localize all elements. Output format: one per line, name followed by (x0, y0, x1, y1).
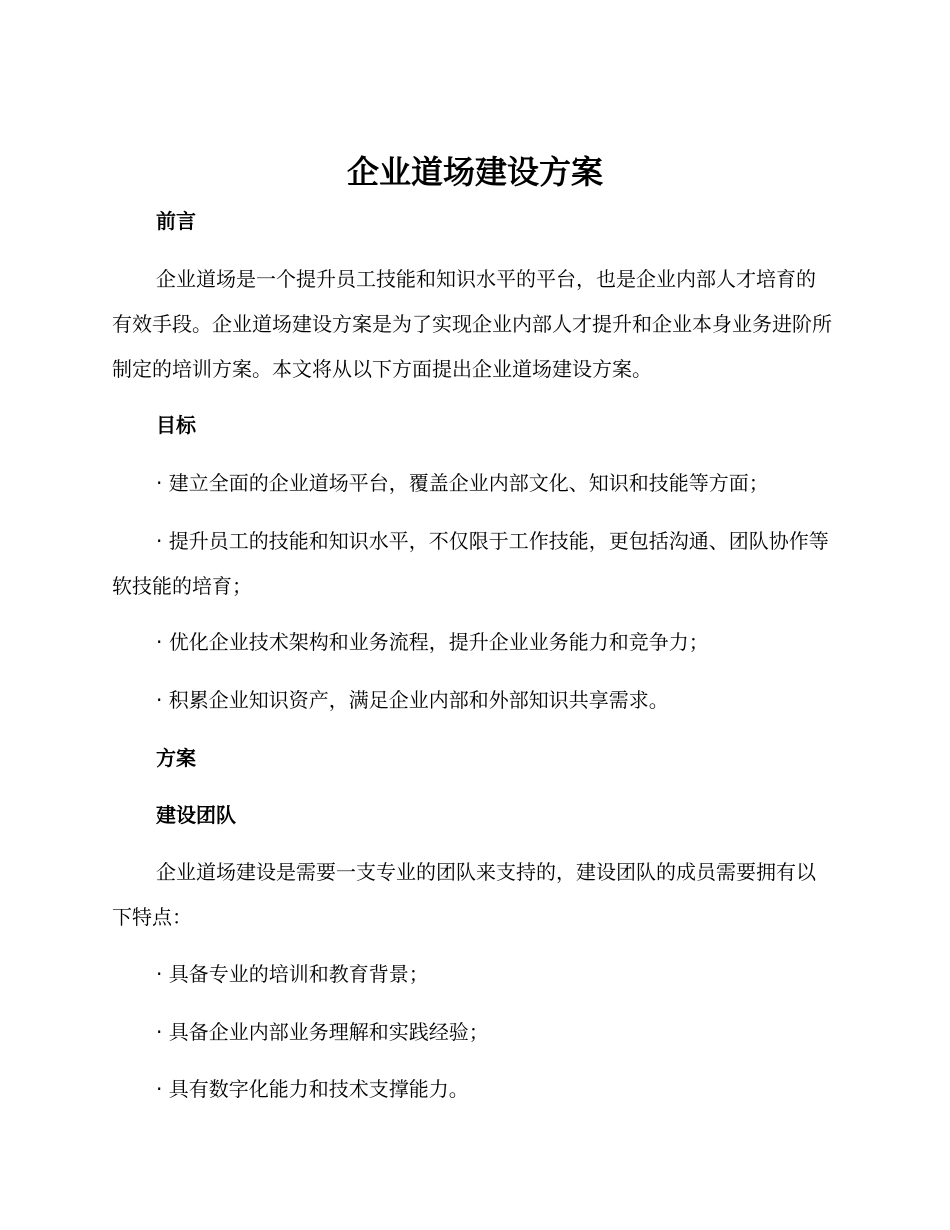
team-trait-item: · 具备企业内部业务理解和实践经验； (156, 1020, 489, 1044)
team-trait-item: · 具有数字化能力和技术支撑能力。 (156, 1077, 469, 1101)
team-trait-item: · 具备专业的培训和教育背景； (156, 962, 429, 986)
goal-item: · 优化企业技术架构和业务流程，提升企业业务能力和竞争力； (156, 630, 709, 654)
section-heading-plan: 方案 (156, 746, 196, 770)
document-title: 企业道场建设方案 (346, 153, 603, 191)
subsection-heading-team: 建设团队 (156, 803, 236, 827)
goal-item: · 建立全面的企业道场平台，覆盖企业内部文化、知识和技能等方面； (156, 471, 769, 495)
section-heading-goals: 目标 (156, 413, 196, 437)
team-paragraph: 企业道场建设是需要一支专业的团队来支持的，建设团队的成员需要拥有以下特点： (112, 860, 816, 929)
goal-item: · 积累企业知识资产，满足企业内部和外部知识共享需求。 (156, 688, 669, 712)
preface-paragraph: 企业道场是一个提升员工技能和知识水平的平台，也是企业内部人才培育的有效手段。企业道场建设方案是为了实现企业内部人才提升和企业本身业务进阶所制定的培训方案。本文将从以下方面提出企业道场建设方案。 (112, 267, 832, 381)
section-heading-preface: 前言 (156, 209, 196, 233)
goal-item: · 提升员工的技能和知识水平，不仅限于工作技能，更包括沟通、团队协作等软技能的培育； (112, 529, 829, 598)
